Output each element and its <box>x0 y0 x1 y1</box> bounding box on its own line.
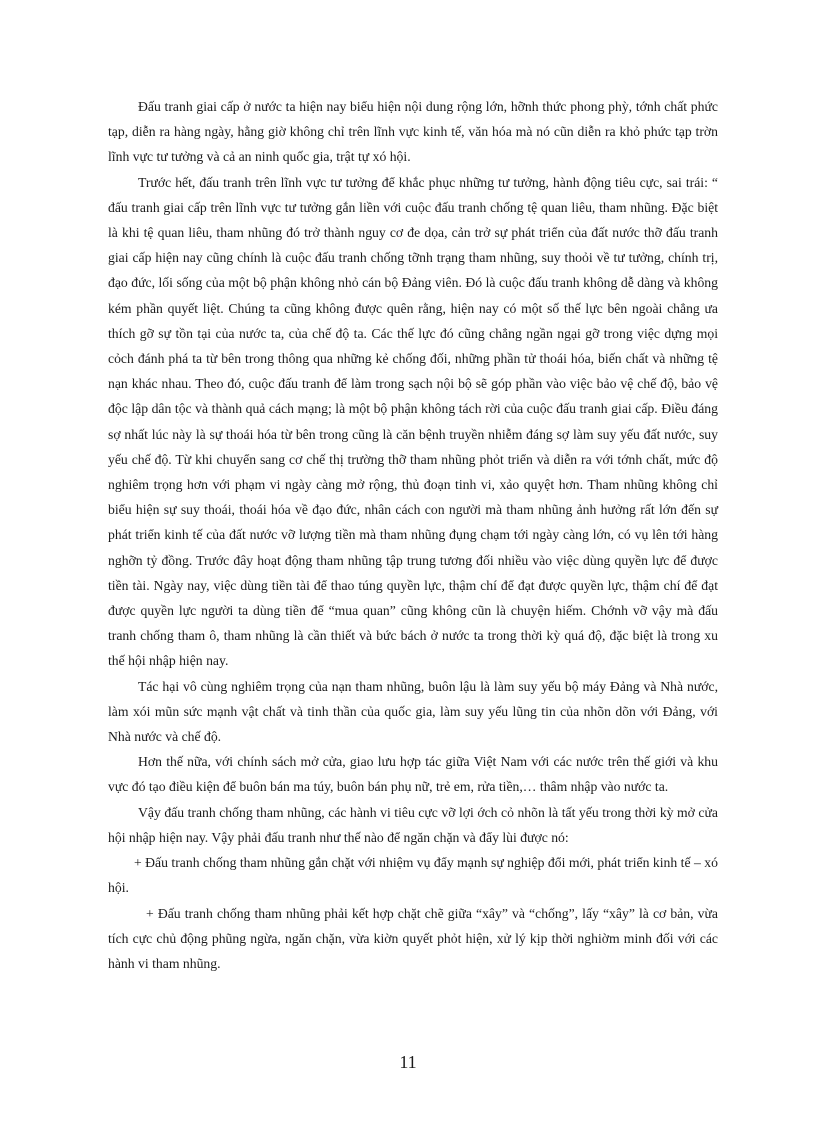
paragraph-open-door-policy: Hơn thế nữa, với chính sách mở cửa, giao lưu hợp tác giữa Việt Nam với các nước trên thế giới và khu vực đó tạo điều kiện để buôn bán ma túy, buôn bán phụ nữ, trẻ em, rửa tiền,… thâm nhập vào nước ta. <box>108 754 718 795</box>
paragraph-corruption-harm: Tác hại vô cùng nghiêm trọng của nạn tham nhũng, buôn lậu là làm suy yếu bộ máy Đảng và Nhà nước, làm xói mũn sức mạnh vật chất và tinh thần của quốc gia, làm suy yếu lũng tin của nhõn dõn với Đảng, với Nhà nước và chế độ. <box>108 678 718 745</box>
paragraph-class-struggle: Đấu tranh giai cấp ở nước ta hiện nay biểu hiện nội dung rộng lớn, hỡnh thức phong phỳ, tớnh chất phức tạp, diễn ra hàng ngày, hằng giờ không chỉ trên lĩnh vực kinh tế, văn hóa mà nó cũn diễn ra khỏ phức tạp trờn lĩnh vực tư tưởng và cả an ninh quốc gia, trật tự xó hội. <box>108 99 718 165</box>
paragraph-necessity: Vậy đấu tranh chống tham nhũng, các hành vi tiêu cực vỡ lợi ớch cỏ nhõn là tất yếu trong thời kỳ mở cửa hội nhập hiện nay. Vậy phải đấu tranh như thế nào để ngăn chặn và đẩy lùi được nó: <box>108 804 718 845</box>
page-number: 11 <box>399 1052 417 1072</box>
document-body <box>108 94 718 976</box>
paragraph-ideology-struggle: Trước hết, đấu tranh trên lĩnh vực tư tưởng để khắc phục những tư tưởng, hành động tiêu cực, sai trái: “ đấu tranh giai cấp trên lĩnh vực tư tưởng gắn liền với cuộc đấu tranh chống tệ quan liêu, tham nhũng. Đặc biệt là khi tệ quan liêu, tham nhũng đó trở thành nguy cơ đe dọa, cản trở sự phát triển của đất nước thỡ đấu tranh giai cấp hiện nay cũng chính là cuộc đấu tranh chống tỡnh trạng tham nhũng, suy thoỏi về tư tưởng, chính trị, đạo đức, lối sống của một bộ phận không nhỏ cán bộ Đảng viên. Đó là cuộc đấu tranh không dễ dàng và không kém phần quyết liệt. Chúng ta cũng không được quên rằng, hiện nay có một số thế lực bên ngoài chẳng ưa thích gỡ sự tồn tại của nước ta, của chế độ ta. Các thế lực đó cũng chẳng ngần ngại gỡ trong việc dựng mọi cỏch đánh phá ta từ bên trong thông qua những kẻ chống đối, những phần tử thoái hóa, biến chất và những tệ nạn khác nhau. Theo đó, cuộc đấu tranh để làm trong sạch nội bộ sẽ góp phần vào việc bảo vệ chế độ, bảo vệ độc lập dân tộc và thành quả cách mạng; là một bộ phận không tách rời của cuộc đấu tranh giai cấp. Điều đáng sợ nhất lúc này là sự thoái hóa từ bên trong cũng là căn bệnh truyền nhiễm đáng sợ làm suy yếu đất nước, suy yếu chế độ. Từ khi chuyển sang cơ chế thị trường thỡ tham nhũng phỏt triển và diễn ra với tớnh chất, mức độ nghiêm trọng hơn với phạm vi ngày càng mở rộng, thủ đoạn tinh vi, xảo quyệt hơn. Tham nhũng không chỉ biểu hiện sự suy thoái, thoái hóa về đạo đức, nhân cách con người mà tham nhũng ảnh hưởng rất lớn đến sự phát triển kinh tế của đất nước vỡ lượng tiền mà tham nhũng đụng chạm tới ngày càng lớn, có vụ lên tới hàng nghỡn tỷ đồng. Trước đây hoạt động tham nhũng tập trung tương đối nhiều vào việc dùng quyền lực để được tiền tài. Ngày nay, việc dùng tiền tài để thao túng quyền lực, thậm chí để đạt được quyền lực, thậm chí để đạt được quyền lực người ta dùng tiền để “mua quan” cũng không cũn là chuyện hiếm. Chớnh vỡ vậy mà đấu tranh chống tham ô, tham nhũng là cần thiết và bức bách ở nước ta trong thời kỳ quá độ, đặc biệt là trong xu thế hội nhập hiện nay. <box>108 174 718 669</box>
bullet-item-economic-reform: + Đấu tranh chống tham nhũng gắn chặt với nhiệm vụ đẩy mạnh sự nghiệp đổi mới, phát triển kinh tế – xó hội. <box>108 855 718 896</box>
bullet-item-build-and-fight: + Đấu tranh chống tham nhũng phải kết hợp chặt chẽ giữa “xây” và “chống”, lấy “xây” là cơ bản, vừa tích cực chủ động phũng ngừa, ngăn chặn, vừa kiờn quyết phỏt hiện, xử lý kịp thời nghiờm minh đối với các hành vi tham nhũng. <box>108 905 718 971</box>
